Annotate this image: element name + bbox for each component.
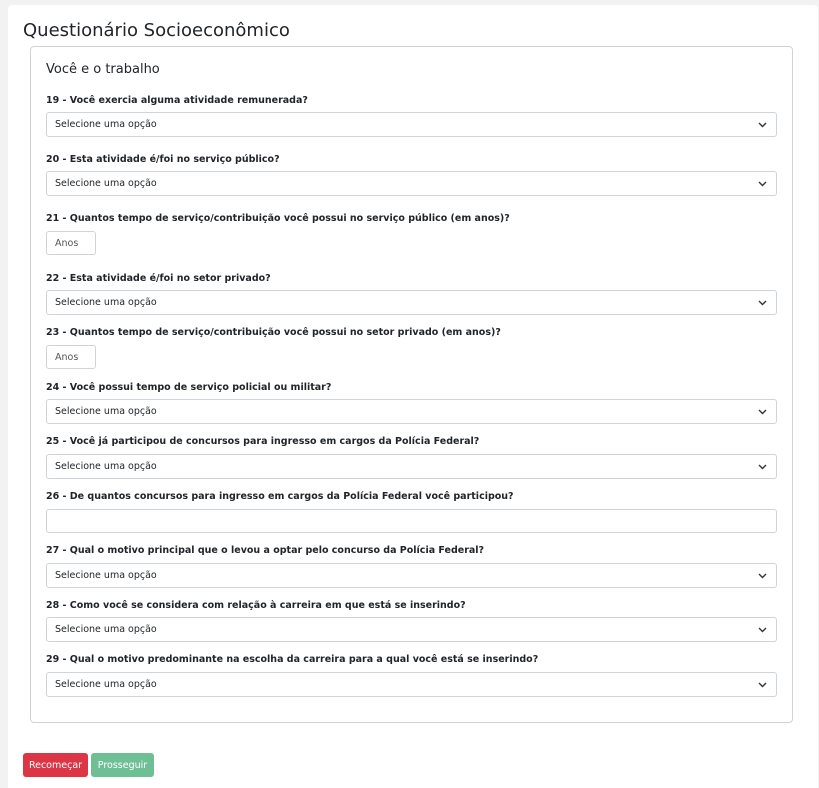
question-21-years-input[interactable] bbox=[46, 231, 96, 255]
chevron-down-icon bbox=[758, 408, 767, 415]
chevron-down-icon bbox=[758, 572, 767, 579]
question-25-selected-value: Selecione uma opção bbox=[55, 461, 157, 472]
question-29-selected-value: Selecione uma opção bbox=[55, 679, 157, 690]
question-22-select[interactable] bbox=[46, 290, 777, 315]
question-28-selected-value: Selecione uma opção bbox=[55, 624, 157, 635]
question-20-selected-value: Selecione uma opção bbox=[55, 178, 157, 189]
question-21-placeholder: Anos bbox=[55, 238, 79, 249]
chevron-down-icon bbox=[758, 299, 767, 306]
question-19-selected-value: Selecione uma opção bbox=[55, 119, 157, 130]
chevron-down-icon bbox=[758, 121, 767, 128]
question-20-select[interactable] bbox=[46, 171, 777, 196]
chevron-down-icon bbox=[758, 681, 767, 688]
question-21-label: 21 - Quantos tempo de serviço/contribuição você possui no serviço público (em anos)? bbox=[46, 213, 510, 224]
question-19-label: 19 - Você exercia alguma atividade remunerada? bbox=[46, 95, 308, 106]
question-19-select[interactable] bbox=[46, 112, 777, 137]
restart-button[interactable]: Recomeçar bbox=[23, 753, 88, 777]
question-24-label: 24 - Você possui tempo de serviço policial ou militar? bbox=[46, 382, 332, 393]
question-24-selected-value: Selecione uma opção bbox=[55, 406, 157, 417]
question-25-select[interactable] bbox=[46, 454, 777, 479]
question-24-select[interactable] bbox=[46, 399, 777, 424]
question-28-label: 28 - Como você se considera com relação à carreira em que está se inserindo? bbox=[46, 600, 466, 611]
page-title: Questionário Socioeconômico bbox=[23, 20, 290, 41]
question-23-placeholder: Anos bbox=[55, 352, 79, 363]
question-23-label: 23 - Quantos tempo de serviço/contribuição você possui no setor privado (em anos)? bbox=[46, 327, 501, 338]
section-title: Você e o trabalho bbox=[46, 62, 160, 77]
question-23-years-input[interactable] bbox=[46, 345, 96, 369]
question-25-label: 25 - Você já participou de concursos para ingresso em cargos da Polícia Federal? bbox=[46, 436, 480, 447]
question-27-label: 27 - Qual o motivo principal que o levou a optar pelo concurso da Polícia Federal? bbox=[46, 545, 485, 556]
question-27-select[interactable] bbox=[46, 563, 777, 588]
chevron-down-icon bbox=[758, 463, 767, 470]
question-22-label: 22 - Esta atividade é/foi no setor privado? bbox=[46, 273, 271, 284]
question-29-select[interactable] bbox=[46, 672, 777, 697]
proceed-button[interactable]: Prosseguir bbox=[91, 753, 154, 777]
chevron-down-icon bbox=[758, 626, 767, 633]
question-29-label: 29 - Qual o motivo predominante na escolha da carreira para a qual você está se inserindo? bbox=[46, 654, 539, 665]
question-28-select[interactable] bbox=[46, 617, 777, 642]
question-26-text-input[interactable] bbox=[46, 509, 777, 533]
chevron-down-icon bbox=[758, 180, 767, 187]
question-27-selected-value: Selecione uma opção bbox=[55, 570, 157, 581]
question-22-selected-value: Selecione uma opção bbox=[55, 297, 157, 308]
question-20-label: 20 - Esta atividade é/foi no serviço público? bbox=[46, 154, 280, 165]
question-26-label: 26 - De quantos concursos para ingresso em cargos da Polícia Federal você participou? bbox=[46, 491, 514, 502]
